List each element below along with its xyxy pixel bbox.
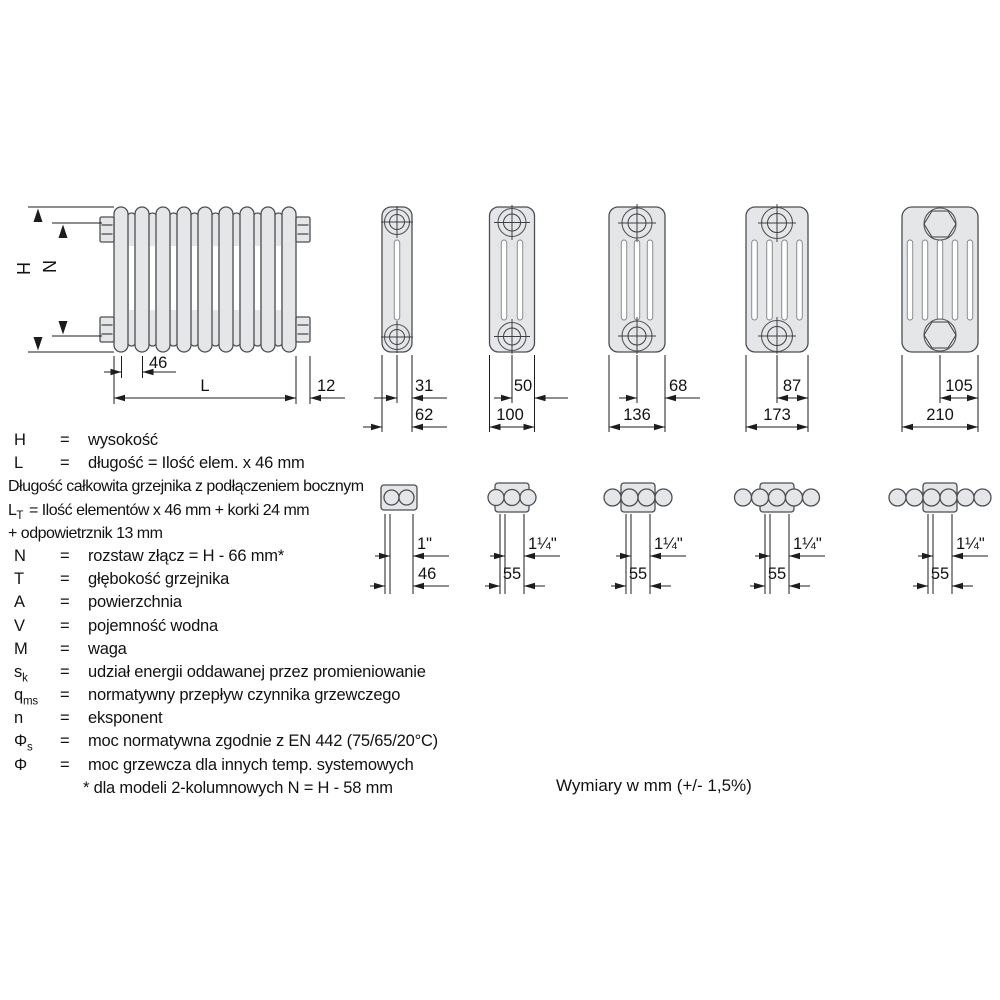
element-width-value: 46 [149,354,168,372]
legend-row-15 [8,777,478,800]
legend-symbol: T [14,570,24,589]
half-depth-value: 50 [513,377,533,395]
connection-size-value: 1¼" [793,535,822,553]
legend-symbol: Φ [14,755,27,774]
legend-row-10 [8,661,478,684]
legend-symbol: H [14,431,26,449]
height-dimensions [13,207,114,352]
legend-symbol: $L_T$ [8,501,23,522]
legend-text: długość = Ilość elem. x 46 mm [88,454,305,473]
legend-text: eksponent [88,709,163,728]
legend-row-13 [8,730,478,753]
half-depth-value: 31 [415,377,434,395]
legend-equals: = [60,732,70,751]
cross-section-4col [609,204,700,432]
legend-equals: = [60,755,70,774]
dimensions-note: Wymiary w mm (+/- 1,5%) [556,776,752,795]
legend-equals: = [60,662,70,681]
legend-row-4 [8,522,478,545]
length-label-L: L [200,377,210,395]
connection-size-value: 1¼" [528,535,557,553]
legend-row-8 [8,615,478,638]
legend-text: powierzchnia [88,593,182,612]
legend-equals: = [60,570,70,589]
connection-size-value: 1¼" [654,535,683,553]
legend-equals: = [60,431,70,449]
legend-row-0 [8,429,478,452]
legend-equals: = [60,616,70,635]
legend-text: waga [88,639,127,658]
legend-row-6 [8,568,478,591]
legend-symbol: L [14,454,23,473]
legend-text: * dla modeli 2-kolumnowych N = H - 58 mm [83,778,393,797]
legend-symbol: $\Phi_s$ [14,732,33,754]
legend-symbol: $s_k$ [14,662,28,685]
pitch-value: 55 [628,565,648,583]
legend-text: normatywny przepływ czynnika grzewczego [88,686,401,705]
connection-size-value: 1¼" [956,535,985,553]
cross-section-6col [902,207,978,432]
cross-section-5col [746,204,808,432]
legend-equals: = [60,593,70,612]
legend-equals: = [60,686,70,705]
legend [8,429,478,800]
height-label-H: H [13,262,33,275]
connection-size-value: 1" [417,535,433,553]
radiator-front-view [100,207,310,352]
legend-equals: = [60,709,70,728]
legend-text: pojemność wodna [88,616,218,635]
cross-section-3col [490,205,569,432]
legend-equals: = [60,546,70,565]
legend-row-7 [8,591,478,614]
end-offset-value: 12 [317,377,336,395]
pitch-value: 55 [930,565,950,583]
legend-text: udział energii oddawanej przez promieniowanie [88,662,426,681]
pitch-label-N: N [39,260,59,273]
legend-row-11 [8,684,478,707]
legend-row-9 [8,638,478,661]
legend-row-5 [8,545,478,568]
top-view-5col [735,483,826,594]
legend-row-1 [8,452,478,475]
cross-section-2col [363,206,447,432]
pitch-value: 55 [502,565,522,583]
legend-equals: = [60,639,70,658]
legend-equals: = [60,454,70,473]
legend-row-2 [8,475,478,498]
legend-text: wysokość [88,431,158,449]
front-view-dimensions [104,354,345,404]
legend-text: Długość całkowita grzejnika z podłączeniem bocznym [8,478,364,496]
legend-symbol: V [14,616,25,635]
legend-text: rozstaw złącz = H - 66 mm* [88,546,285,565]
legend-text: głębokość grzejnika [88,570,230,589]
top-view-6col [889,483,991,594]
legend-text: = Ilość elementów x 46 mm + korki 24 mm [28,501,310,519]
legend-symbol: M [14,639,28,658]
half-depth-value: 105 [945,377,973,395]
legend-symbol: n [14,709,23,728]
half-depth-value: 68 [669,377,688,395]
top-view-4col [604,483,686,594]
legend-text: moc grzewcza dla innych temp. systemowych [88,755,414,774]
legend-text: moc normatywna zgodnie z EN 442 (75/65/20°C) [88,732,438,751]
legend-row-12 [8,707,478,730]
pitch-value: 55 [767,565,787,583]
legend-symbol: $q_{ms}$ [14,686,38,708]
radiator-front-tubes [114,207,296,352]
depth-value: 136 [623,406,651,424]
depth-value: 210 [926,406,954,424]
pitch-value: 46 [418,565,437,583]
legend-row-3 [8,499,478,522]
depth-value: 173 [763,406,791,424]
top-view-3col [485,483,560,594]
legend-symbol: A [14,593,25,612]
depth-value: 62 [415,406,434,424]
legend-text: + odpowietrznik 13 mm [8,524,163,542]
half-depth-value: 87 [782,377,802,395]
legend-symbol: N [14,546,26,565]
depth-value: 100 [496,406,524,424]
legend-row-14 [8,754,478,777]
